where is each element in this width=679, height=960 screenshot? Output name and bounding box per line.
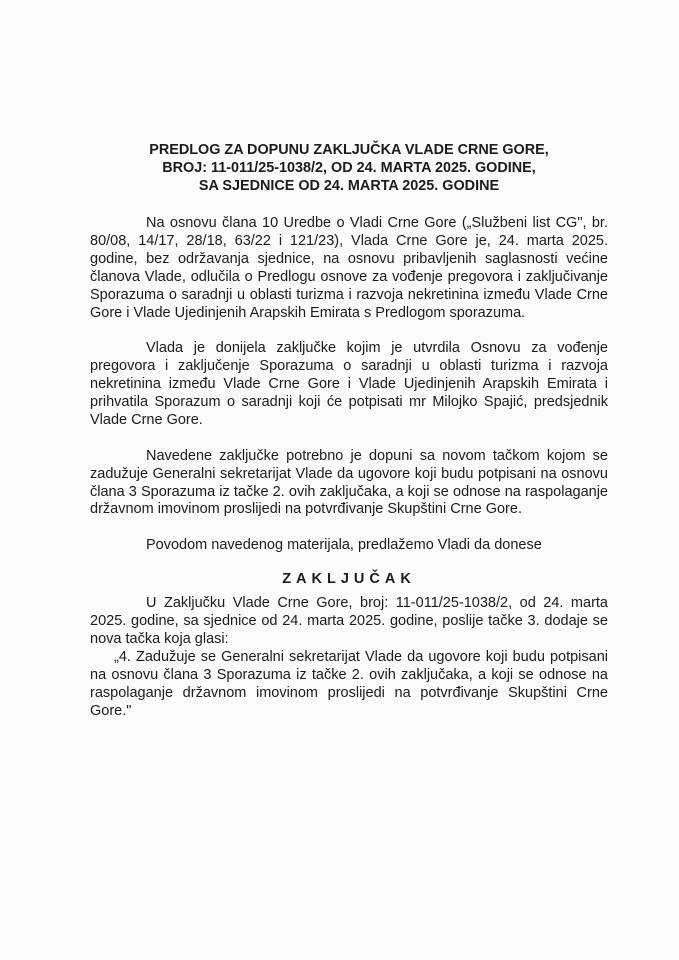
title-line-2: BROJ: 11-011/25-1038/2, OD 24. MARTA 2025. GODINE, <box>162 160 536 176</box>
document-title <box>90 141 608 195</box>
document-page <box>90 141 608 721</box>
title-line-3: SA SJEDNICE OD 24. MARTA 2025. GODINE <box>198 178 500 194</box>
paragraph-amendment: Navedene zaključke potrebno je dopuni sa novom tačkom kojom se zadužuje Generalni sekretarijat Vlade da ugovore koji budu potpisani na osnovu člana 3 Sporazuma iz tačke 2. ovih zaključaka, a koji se odnose na raspolaganje državnom imovinom proslijedi na potvrđivanje Skupštini Crne Gore. <box>90 447 608 518</box>
paragraph-proposal: Povodom navedenog materijala, predlažemo Vladi da donese <box>146 537 542 554</box>
conclusion-point-4: „4. Zadužuje se Generalni sekretarijat Vlade da ugovore koji budu potpisani na osnovu člana 3 Sporazuma iz tačke 2. ovih zaključaka, a koji se odnose na raspolaganje državnom imovinom proslijedi na potvrđivanje Skupštini Crne Gore." <box>90 648 608 719</box>
conclusion-intro: U Zaključku Vlade Crne Gore, broj: 11-011/25-1038/2, od 24. marta 2025. godine, sa sjednice od 24. marta 2025. godine, poslije tačke 3. dodaje se nova tačka koja glasi: <box>90 595 608 647</box>
paragraph-legal-basis: Na osnovu člana 10 Uredbe o Vladi Crne Gore („Službeni list CG", br. 80/08, 14/17, 28/18, 63/22 i 121/23), Vlada Crne Gore je, 24. marta 2025. godine, bez održavanja sjednice, na osnovu pribavljenih saglasnosti većine članova Vlade, odlučila o Predlogu osnove za vođenje pregovora i zaključivanje Sporazuma o saradnji u oblasti turizma i razvoja nekretinina između Vlade Crne Gore i Vlade Ujedinjenih Arapskih Emirata s Predlogom sporazuma. <box>90 215 608 321</box>
paragraph-decision: Vlada je donijela zaključke kojim je utvrdila Osnovu za vođenje pregovora i zaključenje Sporazuma o saradnji u oblasti turizma i razvoja nekretinina između Vlade Crne Gore i Vlade Ujedinjenih Arapskih Emirata i prihvatila Sporazum o saradnji koji će potpisati mr Milojko Spajić, predsjednik Vlade Crne Gore. <box>90 340 608 428</box>
conclusion-heading: ZAKLJUČAK <box>282 571 416 588</box>
title-line-1: PREDLOG ZA DOPUNU ZAKLJUČKA VLADE CRNE GORE, <box>149 142 549 158</box>
